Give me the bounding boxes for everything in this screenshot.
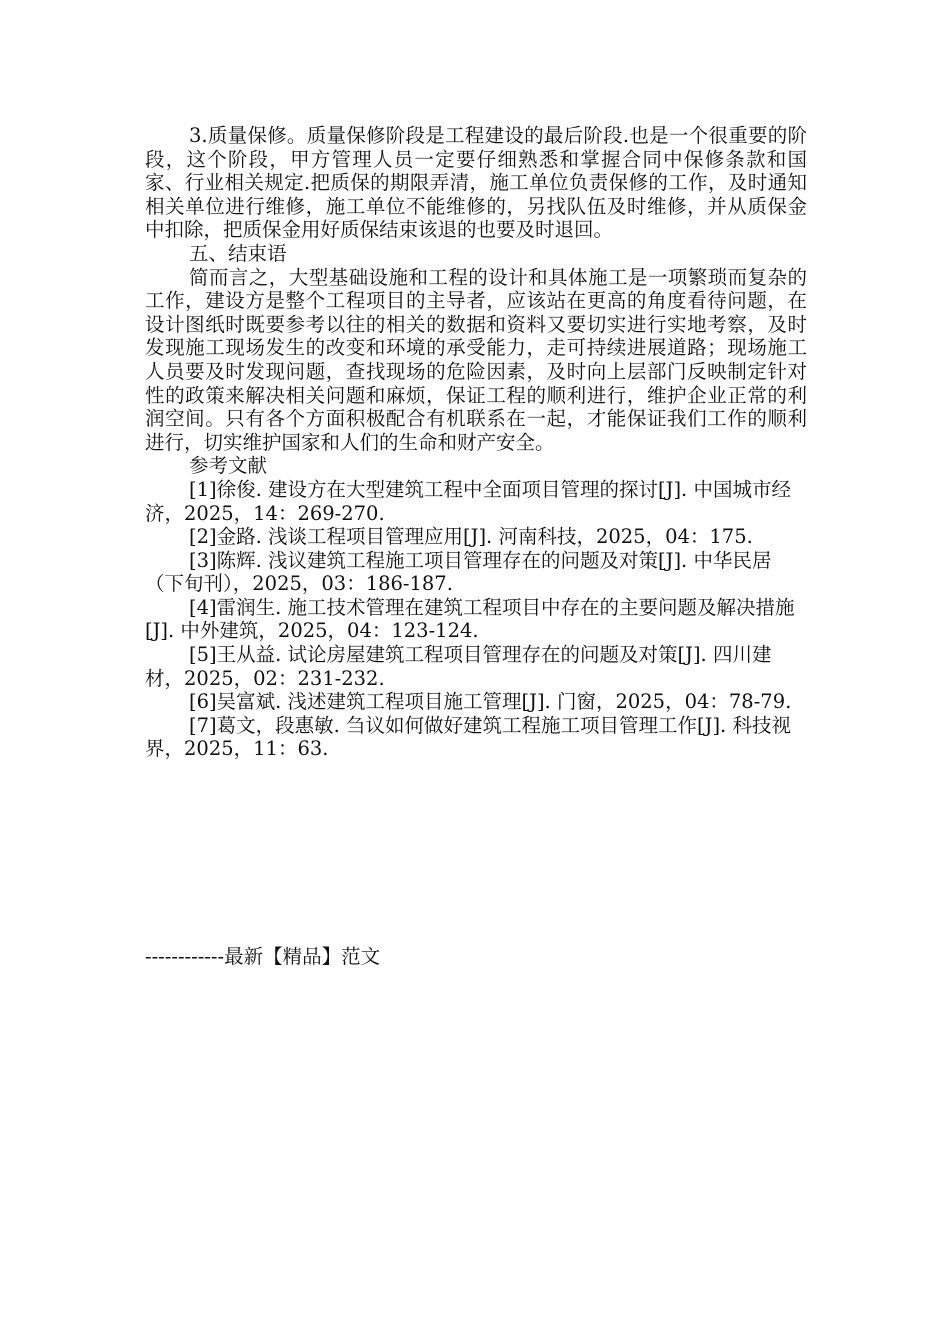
- document-body: [145, 124, 807, 761]
- reference-item-4: [4]雷润生. 施工技术管理在建筑工程项目中存在的主要问题及解决措施[J]. 中外建筑，2025，04：123-124.: [145, 595, 795, 643]
- reference-item-5: [5]王从益. 试论房屋建筑工程项目管理存在的问题及对策[J]. 四川建材，2025，02：231-232.: [145, 643, 772, 690]
- reference-item-3: [3]陈辉. 浅议建筑工程施工项目管理存在的问题及对策[J]. 中华民居（下旬刊），2025，03：186-187.: [145, 548, 772, 596]
- footer-banner: ------------最新【精品】范文: [145, 945, 381, 968]
- references-heading: 参考文献: [189, 454, 268, 478]
- quality-warranty-paragraph: 3.质量保修。质量保修阶段是工程建设的最后阶段.也是一个很重要的阶段，这个阶段，甲方管理人员一定要仔细熟悉和掌握合同中保修条款和国家、行业相关规定.把质保的期限弄清，施工单位负责保修的工作，及时通知相关单位进行维修，施工单位不能维修的，另找队伍及时维修，并从质保金中扣除，把质保金用好质保结束该退的也要及时退回。: [145, 124, 807, 242]
- reference-item-1: [1]徐俊. 建设方在大型建筑工程中全面项目管理的探讨[J]. 中国城市经济，2025，14：269-270.: [145, 477, 791, 525]
- conclusion-heading: 五、结束语: [189, 241, 287, 265]
- reference-item-6: [6]吴富斌. 浅述建筑工程项目施工管理[J]. 门窗，2025，04：78-79.: [189, 690, 792, 714]
- conclusion-paragraph: 简而言之，大型基础设施和工程的设计和具体施工是一项繁琐而复杂的工作，建设方是整个工程项目的主导者，应该站在更高的角度看待问题，在设计图纸时既要参考以往的相关的数据和资料又要切实进行实地考察，及时发现施工现场发生的改变和环境的承受能力，走可持续进展道路；现场施工人员要及时发现问题，查找现场的危险因素，及时向上层部门反映制定针对性的政策来解决相关问题和麻烦，保证工程的顺利进行，维护企业正常的利润空间。只有各个方面积极配合有机联系在一起，才能保证我们工作的顺利进行，切实维护国家和人们的生命和财产安全。: [145, 265, 807, 454]
- reference-item-2: [2]金路. 浅谈工程项目管理应用[J]. 河南科技，2025，04：175.: [189, 525, 753, 549]
- reference-item-7: [7]葛文，段惠敏. 刍议如何做好建筑工程施工项目管理工作[J]. 科技视界，2025，11：63.: [145, 713, 791, 761]
